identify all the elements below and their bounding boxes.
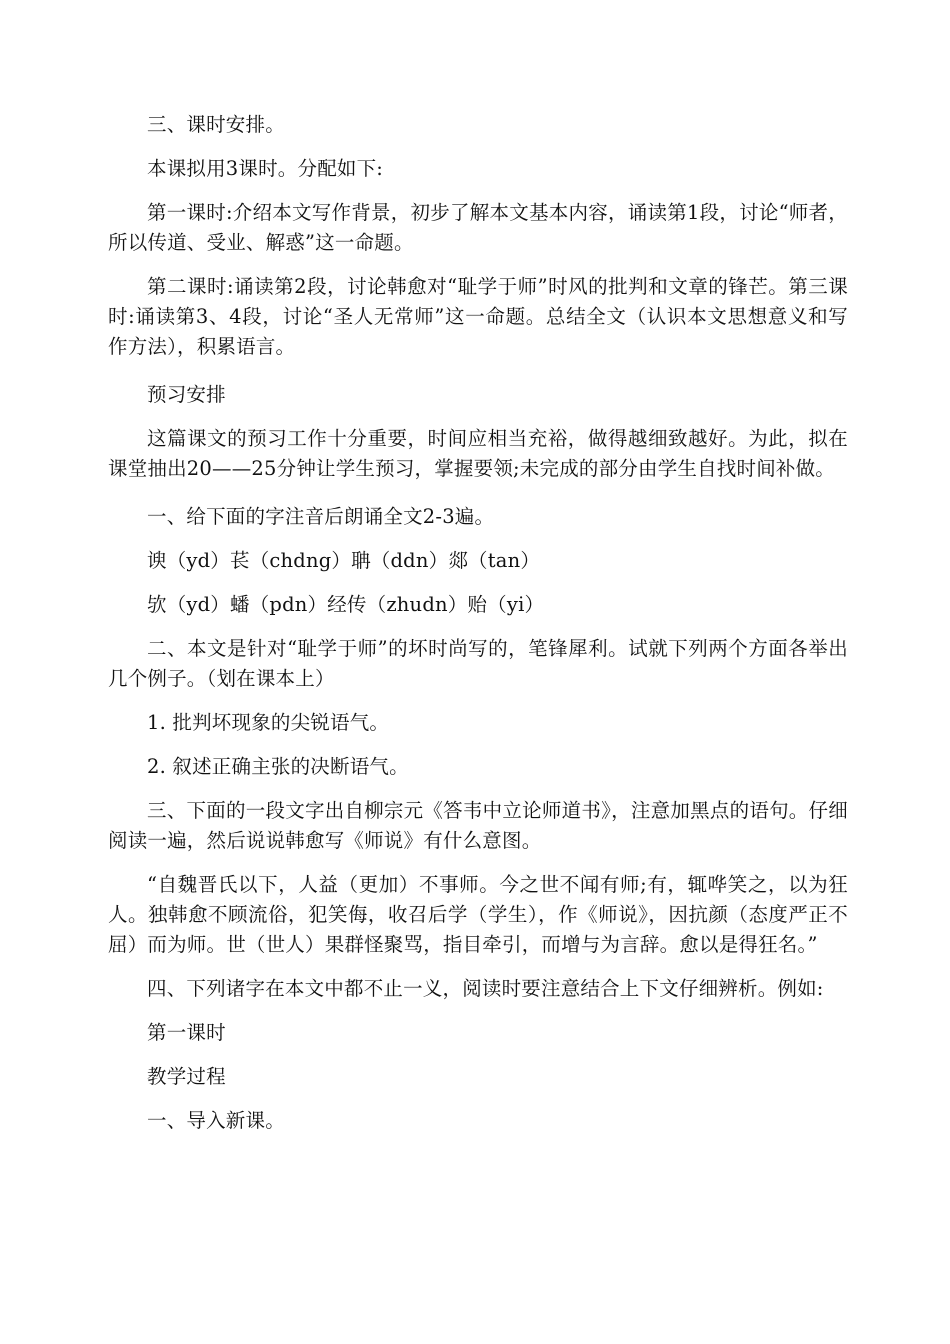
list-item-1: 1. 批判坏现象的尖锐语气。 <box>147 711 390 734</box>
task-two-examples: 二、本文是针对“耻学于师”的坏时尚写的，笔锋犀利。试就下列两个方面各举出几个例子。（划在课本上） <box>108 637 848 690</box>
lesson-one-plan: 第一课时:介绍本文写作背景，初步了解本文基本内容，诵读第1段，讨论“师者，所以传道、受业、解惑”这一命题。 <box>108 201 848 254</box>
heading-teaching-process: 教学过程 <box>147 1065 226 1088</box>
task-three-reading: 三、下面的一段文字出自柳宗元《答韦中立论师道书》，注意加黑点的语句。仔细阅读一遍，然后说说韩愈写《师说》有什么意图。 <box>108 799 848 852</box>
lesson-two-three-plan: 第二课时:诵读第2段，讨论韩愈对“耻学于师”时风的批判和文章的锋芒。第三课时:诵读第3、4段，讨论“圣人无常师”这一命题。总结全文（认识本文思想意义和写作方法），积累语言。 <box>108 275 848 358</box>
preview-description: 这篇课文的预习工作十分重要，时间应相当充裕，做得越细致越好。为此，拟在课堂抽出20——25分钟让学生预习，掌握要领;未完成的部分由学生自找时间补做。 <box>108 427 848 480</box>
pronunciation-line-2: 欤（yd）蟠（pdn）经传（zhudn）贻（yi） <box>147 593 545 616</box>
task-one-pronunciation: 一、给下面的字注音后朗诵全文2-3遍。 <box>147 505 495 528</box>
pronunciation-line-1: 谀（yd）苌（chdng）聃（ddn）郯（tan） <box>147 549 541 572</box>
quotation-passage: “自魏晋氏以下，人益（更加）不事师。今之世不闻有师;有，辄哗笑之，以为狂人。独韩愈不顾流俗，犯笑侮，收召后学（学生），作《师说》，因抗颜（态度严正不屈）而为师。世（世人）果群怪聚骂，指目牵引，而增与为言辞。愈以是得狂名。” <box>108 873 848 956</box>
section-heading-schedule: 三、课时安排。 <box>147 113 285 136</box>
task-four-polysemy: 四、下列诸字在本文中都不止一义，阅读时要注意结合上下文仔细辨析。例如: <box>147 977 824 1000</box>
step-one-introduction: 一、导入新课。 <box>147 1109 285 1132</box>
list-item-2: 2. 叙述正确主张的决断语气。 <box>147 755 409 778</box>
heading-lesson-one: 第一课时 <box>147 1021 226 1044</box>
document-page <box>108 110 848 1150</box>
section-heading-preview: 预习安排 <box>147 383 226 406</box>
schedule-summary: 本课拟用3课时。分配如下: <box>147 157 384 180</box>
